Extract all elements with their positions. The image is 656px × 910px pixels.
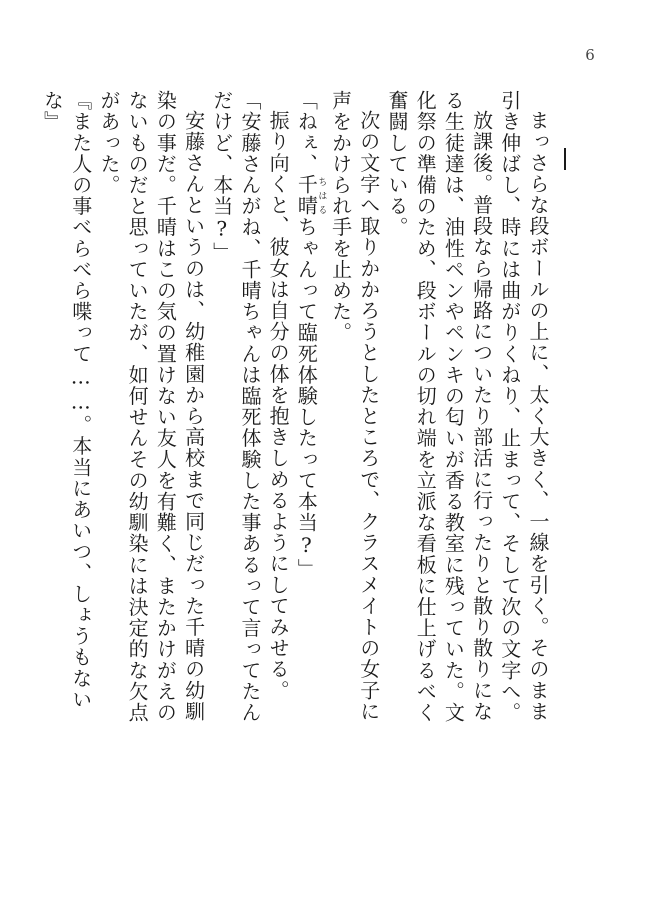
name-ruby — [294, 174, 327, 217]
paragraph-8-thought: 『また人の事べらべら喋って……。本当にあいつ、しょうもないな』 — [40, 90, 93, 710]
paragraph-4-dialogue — [292, 90, 326, 730]
paragraph-3: 次の文字へ取りかかろうとしたところで、クラスメイトの女子に声をかけられ手を止めた。 — [328, 90, 381, 722]
section-divider-line — [564, 148, 566, 170]
paragraph-5: 振り向くと、彼女は自分の体を抱きしめるようにしてみせる。 — [266, 110, 291, 701]
paragraph-7: 安藤さんというのは、幼稚園から高校まで同じだった千晴の幼馴染の事だ。千晴はこの気の置けない友人を有難く、またかけがえのないものだと思っていたが、如何せんその幼馴染には決定的な欠点があった。 — [96, 90, 206, 723]
dialogue-open: 「ねぇ、 — [294, 90, 319, 175]
paragraph-2: 放課後。普段なら帰路についたり部活に行ったりと散り散りになる生徒達は、油性ペンやペンキの匂いが香る教室に残っていた。文化祭の準備のため、段ボールの切れ端を立派な看板に仕上げるべく奮闘している。 — [384, 90, 494, 723]
dialogue-rest: ちゃんって臨死体験したって本当?」 — [294, 216, 319, 580]
vertical-body-text — [40, 90, 578, 730]
ruby-base: 千晴 — [294, 174, 319, 217]
paragraph-6-dialogue: 「安藤さんがね、千晴ちゃんは臨死体験した事あるって言ってたんだけど、本当?」 — [209, 90, 262, 723]
ruby-reading: ちはる — [316, 174, 327, 217]
page-number: 6 — [585, 46, 595, 64]
section-divider-mark — [564, 148, 566, 730]
paragraph-1: まっさらな段ボールの上に、太く大きく、一線を引く。そのまま引き伸ばし、時には曲がりくねり、止まって、そして次の文字へ。 — [497, 90, 550, 723]
